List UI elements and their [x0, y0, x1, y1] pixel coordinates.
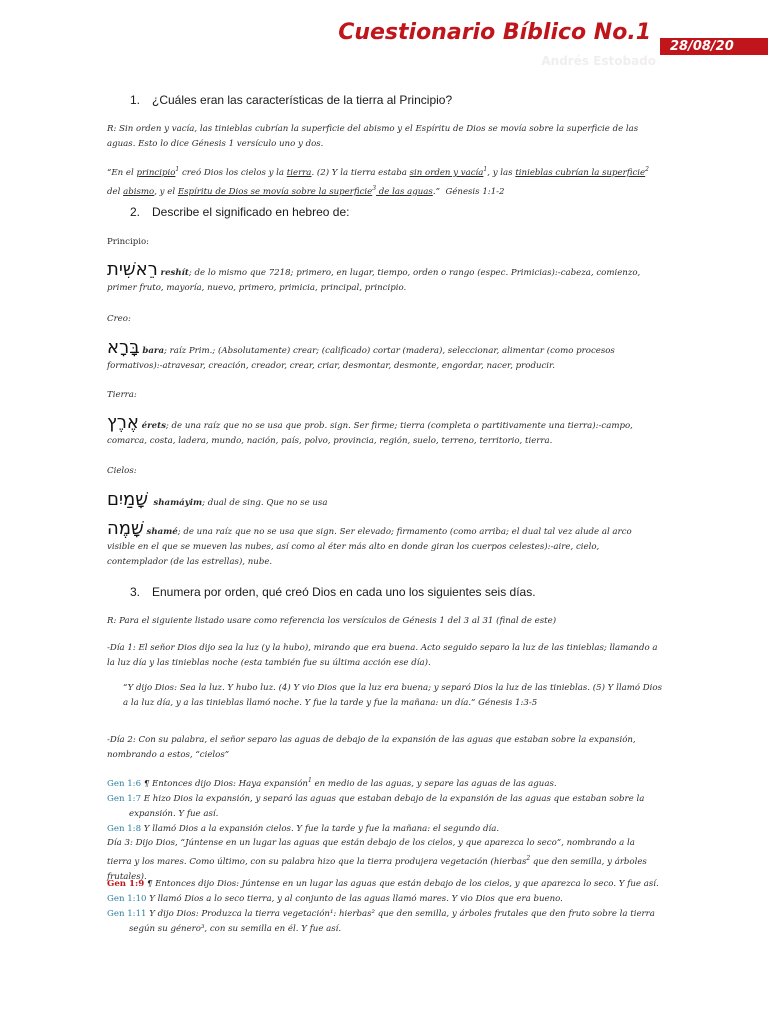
quote-underlined: Espíritu de Dios se movía sobre la superficie	[177, 186, 373, 197]
question-number: 1.	[130, 93, 141, 107]
definition-text: ; dual de sing. Que no se usa	[202, 498, 328, 508]
quote-underlined: abismo	[123, 186, 155, 197]
term-label-creo: Creo:	[107, 314, 131, 324]
question-number: 2.	[130, 205, 141, 219]
question-text: Enumera por orden, qué creó Dios en cada uno los siguientes seis días.	[152, 585, 536, 599]
question-text: Describe el significado en hebreo de:	[152, 205, 350, 219]
question-1-answer: R: Sin orden y vacía, las tinieblas cubrían la superficie del abismo y el Espíritu de Dios se movía sobre la superficie de las aguas. Esto lo dice Génesis 1 versículo uno y dos.	[107, 124, 639, 149]
question-3-heading	[130, 585, 536, 599]
term-label-tierra: Tierra:	[107, 390, 137, 400]
verse-line	[107, 877, 662, 892]
footnote-marker: 2	[645, 166, 649, 173]
question-1-heading	[130, 93, 452, 107]
transliteration: shamáyim	[153, 498, 203, 508]
transliteration: bara	[142, 346, 165, 356]
verse-reference-link[interactable]: Gen 1:9	[107, 879, 145, 889]
hebrew-word: בָּרָא	[107, 337, 140, 358]
hebrew-word: אֶרֶץ	[107, 412, 139, 433]
hebrew-word: שָׁמֶה	[107, 518, 144, 539]
definition-shamayim	[107, 489, 662, 511]
footnote-marker: 2	[526, 855, 531, 862]
day-3-text: Día 3: Dijo Dios, “Júntense en un lugar las aguas que están debajo de los cielos, y que aparezca lo seco”, nombrando a la tierra y los mares. Como último, con su palabra hizo que la tierra produjera vegetación (hierbas	[107, 838, 635, 867]
definition-text: ; de lo mismo que 7218; primero, en lugar, tiempo, orden o rango (espec. Primicias):-cabeza, comienzo, primer fruto, mayoría, nuevo, primero, primicia, principal, principio.	[107, 268, 641, 293]
question-1-quote	[107, 162, 662, 200]
hebrew-word: שָׁמַיִם	[107, 489, 148, 510]
quote-text: , y el	[154, 186, 178, 197]
verse-reference-link[interactable]: Gen 1:11	[107, 909, 147, 919]
quote-text: creó Dios los cielos y la	[179, 167, 287, 178]
quote-text: “En el	[107, 167, 137, 178]
quote-underlined: principio	[136, 167, 176, 178]
footnote-marker: 1	[175, 166, 180, 173]
quote-text: del	[107, 186, 124, 197]
day-2-description: -Día 2: Con su palabra, el señor separo las aguas de debajo de la expansión de las aguas que estaban sobre la expansión, nombrando a estos, “cielos”	[107, 735, 636, 760]
day-2-verses	[107, 773, 662, 837]
quote-underlined: tinieblas cubrían la superficie	[515, 167, 646, 178]
definition-bara	[107, 337, 662, 374]
definition-shame	[107, 518, 662, 570]
verse-line	[107, 907, 662, 937]
transliteration: reshít	[160, 268, 189, 278]
verse-text: ¶ Entonces dijo Dios: Júntense en un lugar las aguas que están debajo de los cielos, y que aparezca lo seco. Y fue así.	[144, 879, 659, 889]
question-2-heading	[130, 205, 349, 219]
definition-erets	[107, 412, 662, 449]
verse-line	[107, 822, 662, 837]
footnote-marker: 1	[483, 166, 488, 173]
question-number: 3.	[130, 585, 141, 599]
question-text: ¿Cuáles eran las características de la tierra al Principio?	[152, 93, 453, 107]
term-label-cielos: Cielos:	[107, 466, 137, 476]
definition-text: ; de una raíz que no se usa que sign. Ser elevado; firmamento (como arriba; el dual tal vez alude al arco visible en el que se mueven las nubes, así como al éter más alto en donde giran los cuerpos celestes):-aire, cielo, contemplador (de las estrellas), nube.	[107, 527, 632, 567]
verse-line	[107, 892, 662, 907]
verse-line	[107, 773, 662, 792]
verse-text: ¶ Entonces dijo Dios: Haya expansión	[141, 778, 308, 789]
verse-line	[107, 792, 662, 822]
quote-text: .”	[432, 186, 440, 197]
quote-underlined: tierra	[286, 167, 312, 178]
verse-reference-link[interactable]: Gen 1:8	[107, 823, 142, 834]
verse-text: Y llamó Dios a lo seco tierra, y al conjunto de las aguas llamó mares. Y vio Dios que era bueno.	[146, 894, 563, 904]
transliteration: érets	[141, 421, 166, 431]
quote-underlined: de las aguas	[376, 186, 433, 197]
definition-reshit	[107, 259, 662, 296]
verse-text: E hizo Dios la expansión, y separó las aguas que estaban debajo de la expansión de las aguas que estaban sobre la expansión. Y fue así.	[129, 793, 645, 819]
term-label-principio: Principio:	[107, 237, 150, 247]
quote-text: . (2) Y la tierra estaba	[311, 167, 410, 178]
verse-text: Y dijo Dios: Produzca la tierra vegetación¹: hierbas² que den semilla, y árboles frutales que den fruto sobre la tierra según su género³, con su semilla en él. Y fue así.	[129, 909, 655, 934]
definition-text: ; de una raíz que no se usa que prob. sign. Ser firme; tierra (completa o partitivamente una tierra):-campo, comarca, costa, ladera, mundo, nación, país, polvo, provincia, región, suelo, terreno, territorio, tierra.	[107, 421, 633, 446]
quote-reference: Génesis 1:1-2	[445, 186, 505, 197]
document-title: Cuestionario Bíblico No.1	[338, 20, 651, 45]
hebrew-word: רֵאשִׁית	[107, 259, 158, 280]
verse-reference-link[interactable]: Gen 1:10	[107, 894, 147, 904]
author-watermark: Andrés Estobado	[541, 54, 656, 68]
transliteration: shamé	[146, 527, 178, 537]
date-badge: 28/08/20	[660, 38, 768, 55]
question-3-answer: R: Para el siguiente listado usare como referencia los versículos de Génesis 1 del 3 al 31 (final de este)	[107, 616, 557, 626]
verse-text: Y llamó Dios a la expansión cielos. Y fue la tarde y fue la mañana: el segundo día.	[141, 823, 500, 834]
quote-text: , y las	[487, 167, 516, 178]
definition-text: ; raíz Prim.; (Absolutamente) crear; (calificado) cortar (madera), seleccionar, alimentar (como procesos formativos):-atravesar, creación, creador, crear, criar, desmontar, desmonte, engordar, nacer, producir.	[107, 346, 615, 371]
verse-reference-link[interactable]: Gen 1:7	[107, 793, 142, 804]
footnote-marker: 1	[307, 777, 312, 784]
day-3-text: que den semilla, y árboles frutales).	[107, 856, 647, 882]
day-1-quote: “Y dijo Dios: Sea la luz. Y hubo luz. (4) Y vio Dios que la luz era buena; y separó Dios la luz de las tinieblas. (5) Y llamó Dios a la luz día, y a las tinieblas llamó noche. Y fue la tarde y fue la mañana: un día.” Génesis 1:3-5	[123, 683, 662, 708]
day-3-verses	[107, 877, 662, 937]
footnote-marker: 3	[372, 184, 377, 192]
verse-text: en medio de las aguas, y separe las aguas de las aguas.	[311, 778, 557, 789]
day-1-description: -Día 1: El señor Dios dijo sea la luz (y la hubo), mirando que era buena. Acto seguido separo la luz de las tinieblas; llamando a la luz día y las tinieblas noche (esta también fue su última acción ese día).	[107, 643, 658, 668]
verse-reference-link[interactable]: Gen 1:6	[107, 778, 142, 789]
quote-underlined: sin orden y vacía	[409, 167, 484, 178]
